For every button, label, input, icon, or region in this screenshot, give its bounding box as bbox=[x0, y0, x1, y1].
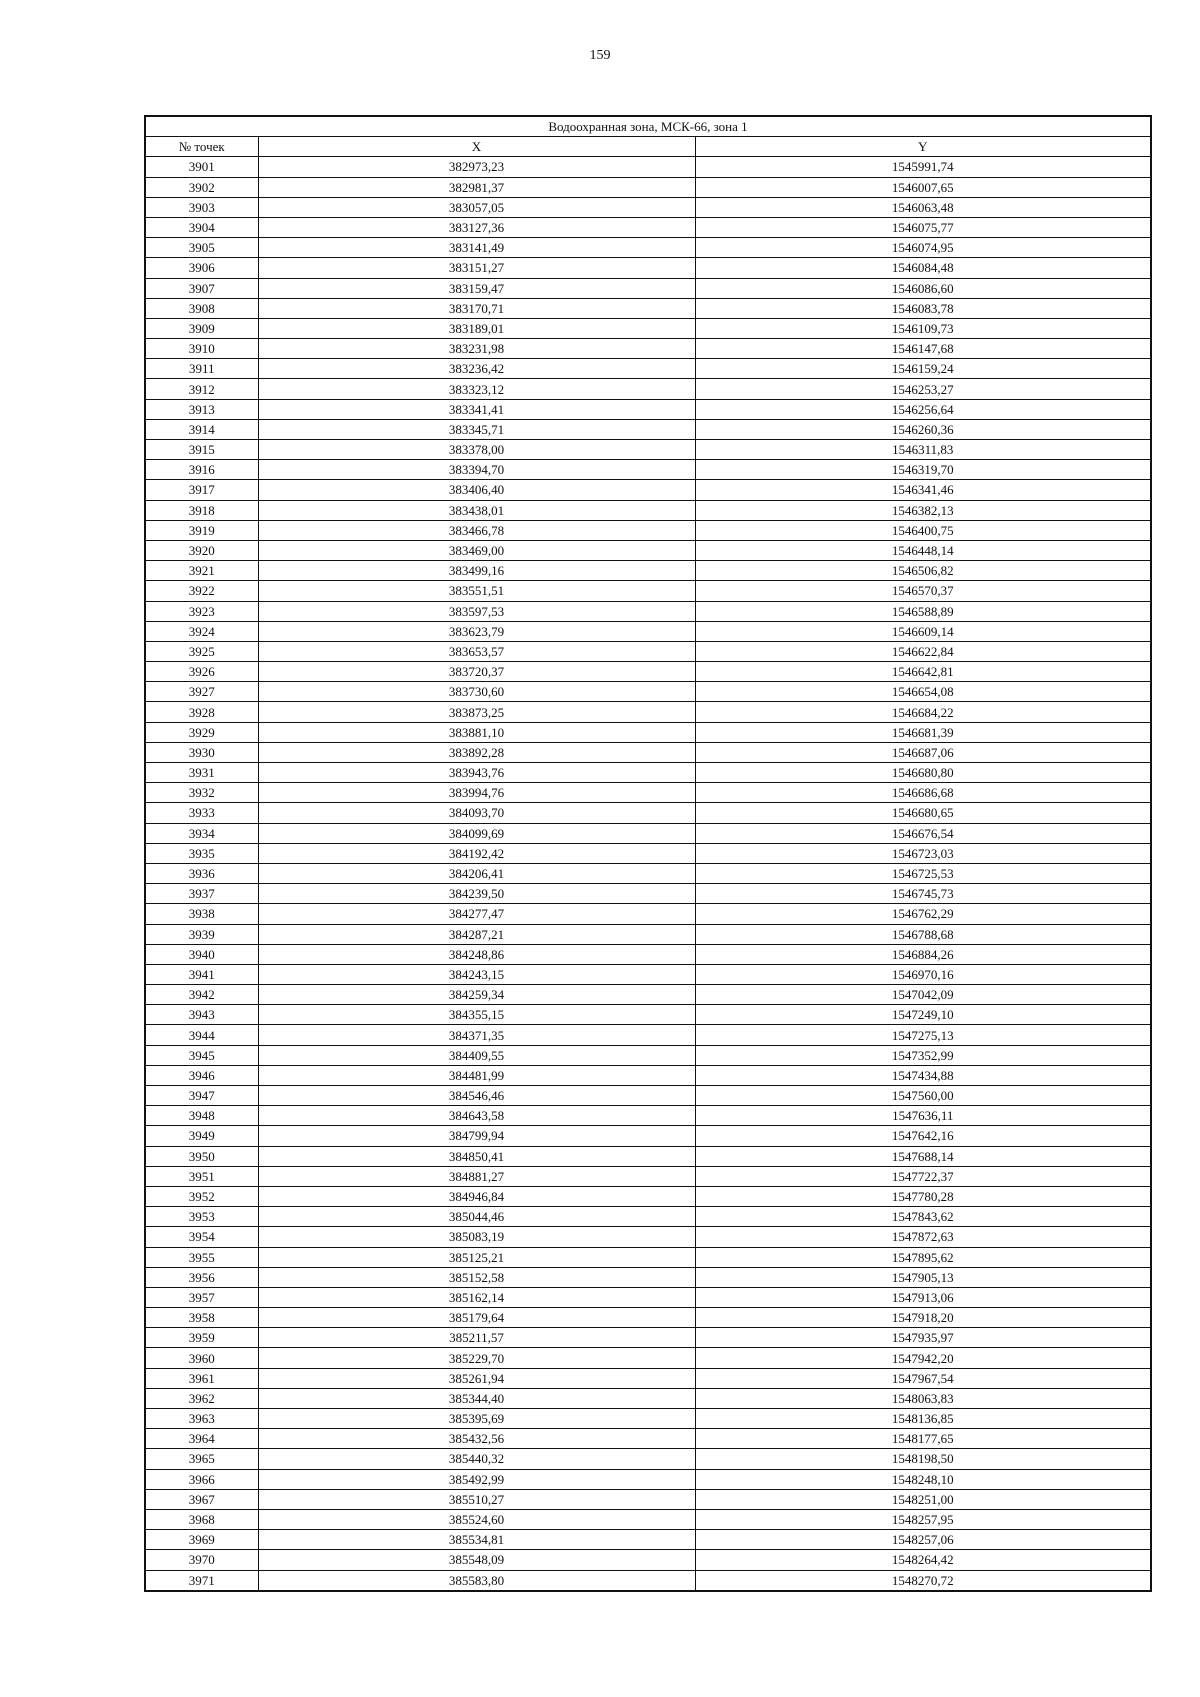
point-number-cell: 3970 bbox=[145, 1550, 258, 1570]
x-coordinate-cell: 385344,40 bbox=[258, 1388, 695, 1408]
table-row bbox=[145, 561, 1151, 581]
x-coordinate-cell: 383236,42 bbox=[258, 359, 695, 379]
x-coordinate-cell: 383892,28 bbox=[258, 742, 695, 762]
y-coordinate-cell: 1546074,95 bbox=[695, 238, 1151, 258]
table-row bbox=[145, 318, 1151, 338]
x-coordinate-cell: 385229,70 bbox=[258, 1348, 695, 1368]
point-number-cell: 3927 bbox=[145, 682, 258, 702]
table-row bbox=[145, 399, 1151, 419]
header-point-number: № точек bbox=[145, 137, 258, 157]
table-row bbox=[145, 1126, 1151, 1146]
point-number-cell: 3908 bbox=[145, 298, 258, 318]
y-coordinate-cell: 1547434,88 bbox=[695, 1065, 1151, 1085]
y-coordinate-cell: 1547352,99 bbox=[695, 1045, 1151, 1065]
table-row bbox=[145, 944, 1151, 964]
x-coordinate-cell: 385510,27 bbox=[258, 1489, 695, 1509]
x-coordinate-cell: 383499,16 bbox=[258, 561, 695, 581]
y-coordinate-cell: 1546681,39 bbox=[695, 722, 1151, 742]
x-coordinate-cell: 383159,47 bbox=[258, 278, 695, 298]
x-coordinate-cell: 383994,76 bbox=[258, 783, 695, 803]
table-row bbox=[145, 1509, 1151, 1529]
point-number-cell: 3951 bbox=[145, 1166, 258, 1186]
table-row bbox=[145, 1045, 1151, 1065]
x-coordinate-cell: 384643,58 bbox=[258, 1106, 695, 1126]
table-row bbox=[145, 964, 1151, 984]
table-row bbox=[145, 662, 1151, 682]
x-coordinate-cell: 383943,76 bbox=[258, 763, 695, 783]
y-coordinate-cell: 1546007,65 bbox=[695, 177, 1151, 197]
point-number-cell: 3924 bbox=[145, 621, 258, 641]
y-coordinate-cell: 1547843,62 bbox=[695, 1207, 1151, 1227]
y-coordinate-cell: 1547642,16 bbox=[695, 1126, 1151, 1146]
table-row bbox=[145, 1186, 1151, 1206]
point-number-cell: 3950 bbox=[145, 1146, 258, 1166]
point-number-cell: 3948 bbox=[145, 1106, 258, 1126]
table-row bbox=[145, 500, 1151, 520]
table-row bbox=[145, 1429, 1151, 1449]
point-number-cell: 3962 bbox=[145, 1388, 258, 1408]
y-coordinate-cell: 1546086,60 bbox=[695, 278, 1151, 298]
y-coordinate-cell: 1547967,54 bbox=[695, 1368, 1151, 1388]
table-row bbox=[145, 157, 1151, 177]
point-number-cell: 3919 bbox=[145, 520, 258, 540]
point-number-cell: 3949 bbox=[145, 1126, 258, 1146]
point-number-cell: 3917 bbox=[145, 480, 258, 500]
y-coordinate-cell: 1547895,62 bbox=[695, 1247, 1151, 1267]
point-number-cell: 3968 bbox=[145, 1509, 258, 1529]
point-number-cell: 3943 bbox=[145, 1005, 258, 1025]
point-number-cell: 3971 bbox=[145, 1570, 258, 1591]
table-row bbox=[145, 763, 1151, 783]
x-coordinate-cell: 385083,19 bbox=[258, 1227, 695, 1247]
table-row bbox=[145, 904, 1151, 924]
point-number-cell: 3918 bbox=[145, 500, 258, 520]
table-row bbox=[145, 641, 1151, 661]
x-coordinate-cell: 384239,50 bbox=[258, 884, 695, 904]
table-row bbox=[145, 460, 1151, 480]
y-coordinate-cell: 1547905,13 bbox=[695, 1267, 1151, 1287]
table-row bbox=[145, 1469, 1151, 1489]
table-row bbox=[145, 1025, 1151, 1045]
point-number-cell: 3920 bbox=[145, 540, 258, 560]
x-coordinate-cell: 383323,12 bbox=[258, 379, 695, 399]
y-coordinate-cell: 1546609,14 bbox=[695, 621, 1151, 641]
x-coordinate-cell: 385044,46 bbox=[258, 1207, 695, 1227]
table-row bbox=[145, 339, 1151, 359]
x-coordinate-cell: 385524,60 bbox=[258, 1509, 695, 1529]
y-coordinate-cell: 1546723,03 bbox=[695, 843, 1151, 863]
y-coordinate-cell: 1546506,82 bbox=[695, 561, 1151, 581]
x-coordinate-cell: 385583,80 bbox=[258, 1570, 695, 1591]
table-row bbox=[145, 581, 1151, 601]
y-coordinate-cell: 1546676,54 bbox=[695, 823, 1151, 843]
point-number-cell: 3963 bbox=[145, 1409, 258, 1429]
table-row bbox=[145, 197, 1151, 217]
table-row bbox=[145, 863, 1151, 883]
table-row bbox=[145, 803, 1151, 823]
y-coordinate-cell: 1546084,48 bbox=[695, 258, 1151, 278]
table-row bbox=[145, 379, 1151, 399]
point-number-cell: 3905 bbox=[145, 238, 258, 258]
table-header-row bbox=[145, 137, 1151, 157]
table-row bbox=[145, 1368, 1151, 1388]
point-number-cell: 3967 bbox=[145, 1489, 258, 1509]
header-y: Y bbox=[695, 137, 1151, 157]
y-coordinate-cell: 1548063,83 bbox=[695, 1388, 1151, 1408]
x-coordinate-cell: 383189,01 bbox=[258, 318, 695, 338]
y-coordinate-cell: 1547942,20 bbox=[695, 1348, 1151, 1368]
table-row bbox=[145, 722, 1151, 742]
y-coordinate-cell: 1545991,74 bbox=[695, 157, 1151, 177]
y-coordinate-cell: 1546341,46 bbox=[695, 480, 1151, 500]
x-coordinate-cell: 383623,79 bbox=[258, 621, 695, 641]
point-number-cell: 3966 bbox=[145, 1469, 258, 1489]
table-row bbox=[145, 823, 1151, 843]
table-row bbox=[145, 924, 1151, 944]
x-coordinate-cell: 383341,41 bbox=[258, 399, 695, 419]
x-coordinate-cell: 384206,41 bbox=[258, 863, 695, 883]
point-number-cell: 3911 bbox=[145, 359, 258, 379]
point-number-cell: 3940 bbox=[145, 944, 258, 964]
table-row bbox=[145, 601, 1151, 621]
table-row bbox=[145, 258, 1151, 278]
table-row bbox=[145, 702, 1151, 722]
table-caption-row bbox=[145, 116, 1151, 137]
x-coordinate-cell: 385152,58 bbox=[258, 1267, 695, 1287]
y-coordinate-cell: 1548257,95 bbox=[695, 1509, 1151, 1529]
point-number-cell: 3913 bbox=[145, 399, 258, 419]
x-coordinate-cell: 384850,41 bbox=[258, 1146, 695, 1166]
table-row bbox=[145, 1489, 1151, 1509]
x-coordinate-cell: 383170,71 bbox=[258, 298, 695, 318]
table-row bbox=[145, 359, 1151, 379]
x-coordinate-cell: 385162,14 bbox=[258, 1287, 695, 1307]
point-number-cell: 3910 bbox=[145, 339, 258, 359]
y-coordinate-cell: 1546622,84 bbox=[695, 641, 1151, 661]
y-coordinate-cell: 1548198,50 bbox=[695, 1449, 1151, 1469]
point-number-cell: 3958 bbox=[145, 1308, 258, 1328]
x-coordinate-cell: 385440,32 bbox=[258, 1449, 695, 1469]
table-row bbox=[145, 1388, 1151, 1408]
table-row bbox=[145, 1065, 1151, 1085]
table-row bbox=[145, 843, 1151, 863]
y-coordinate-cell: 1546311,83 bbox=[695, 440, 1151, 460]
point-number-cell: 3933 bbox=[145, 803, 258, 823]
table-row bbox=[145, 783, 1151, 803]
y-coordinate-cell: 1546684,22 bbox=[695, 702, 1151, 722]
point-number-cell: 3904 bbox=[145, 217, 258, 237]
point-number-cell: 3960 bbox=[145, 1348, 258, 1368]
x-coordinate-cell: 383394,70 bbox=[258, 460, 695, 480]
y-coordinate-cell: 1547275,13 bbox=[695, 1025, 1151, 1045]
y-coordinate-cell: 1547688,14 bbox=[695, 1146, 1151, 1166]
y-coordinate-cell: 1546654,08 bbox=[695, 682, 1151, 702]
y-coordinate-cell: 1546109,73 bbox=[695, 318, 1151, 338]
point-number-cell: 3969 bbox=[145, 1530, 258, 1550]
table-row bbox=[145, 1005, 1151, 1025]
header-x: X bbox=[258, 137, 695, 157]
x-coordinate-cell: 384799,94 bbox=[258, 1126, 695, 1146]
point-number-cell: 3937 bbox=[145, 884, 258, 904]
y-coordinate-cell: 1548270,72 bbox=[695, 1570, 1151, 1591]
y-coordinate-cell: 1548251,00 bbox=[695, 1489, 1151, 1509]
table-row bbox=[145, 1530, 1151, 1550]
x-coordinate-cell: 384099,69 bbox=[258, 823, 695, 843]
point-number-cell: 3906 bbox=[145, 258, 258, 278]
x-coordinate-cell: 383345,71 bbox=[258, 419, 695, 439]
point-number-cell: 3939 bbox=[145, 924, 258, 944]
point-number-cell: 3907 bbox=[145, 278, 258, 298]
y-coordinate-cell: 1548264,42 bbox=[695, 1550, 1151, 1570]
point-number-cell: 3934 bbox=[145, 823, 258, 843]
point-number-cell: 3932 bbox=[145, 783, 258, 803]
y-coordinate-cell: 1546686,68 bbox=[695, 783, 1151, 803]
x-coordinate-cell: 382973,23 bbox=[258, 157, 695, 177]
x-coordinate-cell: 384192,42 bbox=[258, 843, 695, 863]
x-coordinate-cell: 385125,21 bbox=[258, 1247, 695, 1267]
x-coordinate-cell: 384287,21 bbox=[258, 924, 695, 944]
table-row bbox=[145, 985, 1151, 1005]
y-coordinate-cell: 1548257,06 bbox=[695, 1530, 1151, 1550]
y-coordinate-cell: 1546147,68 bbox=[695, 339, 1151, 359]
table-row bbox=[145, 520, 1151, 540]
table-row bbox=[145, 217, 1151, 237]
y-coordinate-cell: 1547918,20 bbox=[695, 1308, 1151, 1328]
point-number-cell: 3928 bbox=[145, 702, 258, 722]
table-row bbox=[145, 742, 1151, 762]
point-number-cell: 3902 bbox=[145, 177, 258, 197]
x-coordinate-cell: 383231,98 bbox=[258, 339, 695, 359]
x-coordinate-cell: 383127,36 bbox=[258, 217, 695, 237]
table-row bbox=[145, 1267, 1151, 1287]
table-row bbox=[145, 1106, 1151, 1126]
table-row bbox=[145, 440, 1151, 460]
y-coordinate-cell: 1547042,09 bbox=[695, 985, 1151, 1005]
table-row bbox=[145, 1550, 1151, 1570]
point-number-cell: 3965 bbox=[145, 1449, 258, 1469]
y-coordinate-cell: 1548136,85 bbox=[695, 1409, 1151, 1429]
table-row bbox=[145, 682, 1151, 702]
point-number-cell: 3955 bbox=[145, 1247, 258, 1267]
x-coordinate-cell: 384248,86 bbox=[258, 944, 695, 964]
y-coordinate-cell: 1546075,77 bbox=[695, 217, 1151, 237]
point-number-cell: 3931 bbox=[145, 763, 258, 783]
point-number-cell: 3909 bbox=[145, 318, 258, 338]
table-row bbox=[145, 1328, 1151, 1348]
x-coordinate-cell: 383141,49 bbox=[258, 238, 695, 258]
y-coordinate-cell: 1546680,80 bbox=[695, 763, 1151, 783]
x-coordinate-cell: 385211,57 bbox=[258, 1328, 695, 1348]
point-number-cell: 3914 bbox=[145, 419, 258, 439]
point-number-cell: 3961 bbox=[145, 1368, 258, 1388]
table-row bbox=[145, 177, 1151, 197]
y-coordinate-cell: 1546400,75 bbox=[695, 520, 1151, 540]
point-number-cell: 3921 bbox=[145, 561, 258, 581]
y-coordinate-cell: 1548248,10 bbox=[695, 1469, 1151, 1489]
y-coordinate-cell: 1547722,37 bbox=[695, 1166, 1151, 1186]
y-coordinate-cell: 1547872,63 bbox=[695, 1227, 1151, 1247]
table-row bbox=[145, 1308, 1151, 1328]
y-coordinate-cell: 1547780,28 bbox=[695, 1186, 1151, 1206]
table-body bbox=[145, 157, 1151, 1591]
x-coordinate-cell: 383720,37 bbox=[258, 662, 695, 682]
table-row bbox=[145, 1166, 1151, 1186]
x-coordinate-cell: 384259,34 bbox=[258, 985, 695, 1005]
x-coordinate-cell: 383057,05 bbox=[258, 197, 695, 217]
y-coordinate-cell: 1546642,81 bbox=[695, 662, 1151, 682]
table-row bbox=[145, 1348, 1151, 1368]
x-coordinate-cell: 384481,99 bbox=[258, 1065, 695, 1085]
x-coordinate-cell: 384546,46 bbox=[258, 1086, 695, 1106]
point-number-cell: 3957 bbox=[145, 1287, 258, 1307]
y-coordinate-cell: 1546063,48 bbox=[695, 197, 1151, 217]
x-coordinate-cell: 384946,84 bbox=[258, 1186, 695, 1206]
point-number-cell: 3901 bbox=[145, 157, 258, 177]
x-coordinate-cell: 383873,25 bbox=[258, 702, 695, 722]
x-coordinate-cell: 383406,40 bbox=[258, 480, 695, 500]
point-number-cell: 3935 bbox=[145, 843, 258, 863]
table-caption: Водоохранная зона, МСК-66, зона 1 bbox=[145, 116, 1151, 137]
table-row bbox=[145, 419, 1151, 439]
x-coordinate-cell: 384093,70 bbox=[258, 803, 695, 823]
y-coordinate-cell: 1546448,14 bbox=[695, 540, 1151, 560]
table-row bbox=[145, 278, 1151, 298]
table-row bbox=[145, 1086, 1151, 1106]
x-coordinate-cell: 385395,69 bbox=[258, 1409, 695, 1429]
x-coordinate-cell: 384409,55 bbox=[258, 1045, 695, 1065]
table-row bbox=[145, 1449, 1151, 1469]
page-number: 159 bbox=[589, 48, 611, 63]
x-coordinate-cell: 384371,35 bbox=[258, 1025, 695, 1045]
point-number-cell: 3912 bbox=[145, 379, 258, 399]
point-number-cell: 3922 bbox=[145, 581, 258, 601]
y-coordinate-cell: 1547249,10 bbox=[695, 1005, 1151, 1025]
point-number-cell: 3929 bbox=[145, 722, 258, 742]
point-number-cell: 3946 bbox=[145, 1065, 258, 1085]
y-coordinate-cell: 1547636,11 bbox=[695, 1106, 1151, 1126]
y-coordinate-cell: 1546253,27 bbox=[695, 379, 1151, 399]
y-coordinate-cell: 1547913,06 bbox=[695, 1287, 1151, 1307]
table-row bbox=[145, 540, 1151, 560]
y-coordinate-cell: 1547560,00 bbox=[695, 1086, 1151, 1106]
y-coordinate-cell: 1546687,06 bbox=[695, 742, 1151, 762]
x-coordinate-cell: 383378,00 bbox=[258, 440, 695, 460]
table-row bbox=[145, 884, 1151, 904]
table-row bbox=[145, 1227, 1151, 1247]
point-number-cell: 3953 bbox=[145, 1207, 258, 1227]
y-coordinate-cell: 1548177,65 bbox=[695, 1429, 1151, 1449]
x-coordinate-cell: 383881,10 bbox=[258, 722, 695, 742]
point-number-cell: 3941 bbox=[145, 964, 258, 984]
point-number-cell: 3915 bbox=[145, 440, 258, 460]
y-coordinate-cell: 1546319,70 bbox=[695, 460, 1151, 480]
table-row bbox=[145, 298, 1151, 318]
x-coordinate-cell: 382981,37 bbox=[258, 177, 695, 197]
point-number-cell: 3926 bbox=[145, 662, 258, 682]
y-coordinate-cell: 1546725,53 bbox=[695, 863, 1151, 883]
x-coordinate-cell: 383438,01 bbox=[258, 500, 695, 520]
table-row bbox=[145, 1287, 1151, 1307]
x-coordinate-cell: 383151,27 bbox=[258, 258, 695, 278]
x-coordinate-cell: 383730,60 bbox=[258, 682, 695, 702]
x-coordinate-cell: 385432,56 bbox=[258, 1429, 695, 1449]
y-coordinate-cell: 1546788,68 bbox=[695, 924, 1151, 944]
x-coordinate-cell: 385492,99 bbox=[258, 1469, 695, 1489]
y-coordinate-cell: 1546680,65 bbox=[695, 803, 1151, 823]
x-coordinate-cell: 383597,53 bbox=[258, 601, 695, 621]
y-coordinate-cell: 1546588,89 bbox=[695, 601, 1151, 621]
point-number-cell: 3952 bbox=[145, 1186, 258, 1206]
y-coordinate-cell: 1546382,13 bbox=[695, 500, 1151, 520]
y-coordinate-cell: 1546745,73 bbox=[695, 884, 1151, 904]
x-coordinate-cell: 383551,51 bbox=[258, 581, 695, 601]
table-row bbox=[145, 1570, 1151, 1591]
table-row bbox=[145, 1146, 1151, 1166]
point-number-cell: 3916 bbox=[145, 460, 258, 480]
table-row bbox=[145, 238, 1151, 258]
x-coordinate-cell: 385548,09 bbox=[258, 1550, 695, 1570]
x-coordinate-cell: 384277,47 bbox=[258, 904, 695, 924]
x-coordinate-cell: 385179,64 bbox=[258, 1308, 695, 1328]
y-coordinate-cell: 1546570,37 bbox=[695, 581, 1151, 601]
point-number-cell: 3947 bbox=[145, 1086, 258, 1106]
point-number-cell: 3938 bbox=[145, 904, 258, 924]
point-number-cell: 3942 bbox=[145, 985, 258, 1005]
y-coordinate-cell: 1546260,36 bbox=[695, 419, 1151, 439]
point-number-cell: 3959 bbox=[145, 1328, 258, 1348]
y-coordinate-cell: 1546256,64 bbox=[695, 399, 1151, 419]
point-number-cell: 3954 bbox=[145, 1227, 258, 1247]
point-number-cell: 3925 bbox=[145, 641, 258, 661]
table-row bbox=[145, 1409, 1151, 1429]
point-number-cell: 3936 bbox=[145, 863, 258, 883]
table-row bbox=[145, 480, 1151, 500]
y-coordinate-cell: 1547935,97 bbox=[695, 1328, 1151, 1348]
y-coordinate-cell: 1546970,16 bbox=[695, 964, 1151, 984]
table-row bbox=[145, 1247, 1151, 1267]
y-coordinate-cell: 1546762,29 bbox=[695, 904, 1151, 924]
x-coordinate-cell: 383466,78 bbox=[258, 520, 695, 540]
x-coordinate-cell: 385534,81 bbox=[258, 1530, 695, 1550]
y-coordinate-cell: 1546159,24 bbox=[695, 359, 1151, 379]
x-coordinate-cell: 384355,15 bbox=[258, 1005, 695, 1025]
point-number-cell: 3945 bbox=[145, 1045, 258, 1065]
x-coordinate-cell: 383653,57 bbox=[258, 641, 695, 661]
x-coordinate-cell: 384243,15 bbox=[258, 964, 695, 984]
point-number-cell: 3923 bbox=[145, 601, 258, 621]
x-coordinate-cell: 383469,00 bbox=[258, 540, 695, 560]
point-number-cell: 3964 bbox=[145, 1429, 258, 1449]
y-coordinate-cell: 1546083,78 bbox=[695, 298, 1151, 318]
point-number-cell: 3930 bbox=[145, 742, 258, 762]
coordinates-table bbox=[144, 115, 1152, 1592]
table-row bbox=[145, 1207, 1151, 1227]
table-row bbox=[145, 621, 1151, 641]
x-coordinate-cell: 384881,27 bbox=[258, 1166, 695, 1186]
y-coordinate-cell: 1546884,26 bbox=[695, 944, 1151, 964]
point-number-cell: 3956 bbox=[145, 1267, 258, 1287]
point-number-cell: 3903 bbox=[145, 197, 258, 217]
x-coordinate-cell: 385261,94 bbox=[258, 1368, 695, 1388]
point-number-cell: 3944 bbox=[145, 1025, 258, 1045]
